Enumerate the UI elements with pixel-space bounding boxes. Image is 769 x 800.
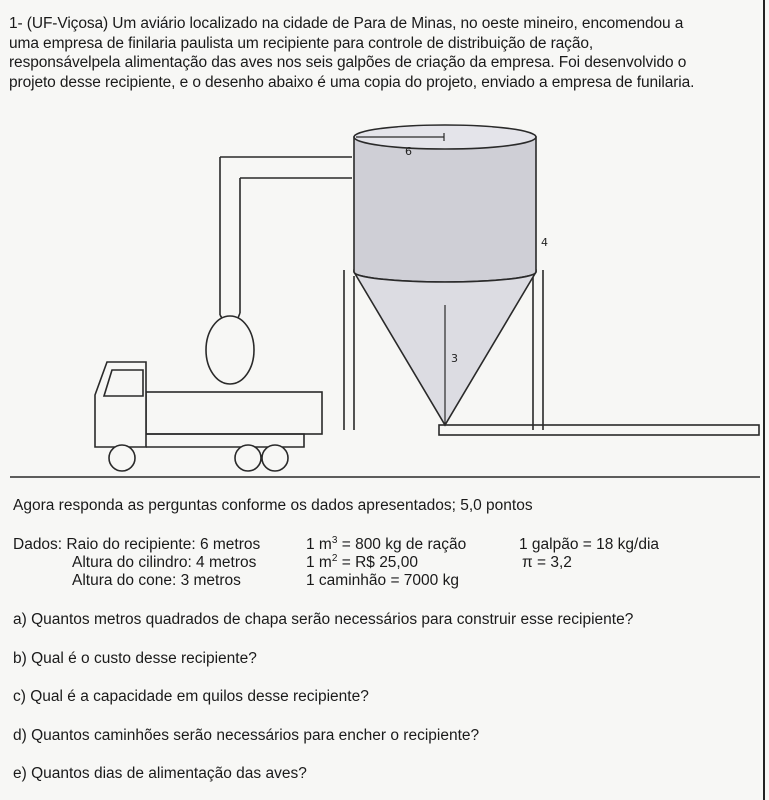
problem-statement: [9, 14, 759, 92]
dados-area-cost: 1 $m^2$ = R$ 25,00: [306, 552, 418, 571]
intro-line-3: responsávelpela alimentação das aves nos seis galpões de criação da empresa. Foi desenvolvido o: [9, 54, 687, 71]
question-b: b) Qual é o custo desse recipiente?: [13, 650, 257, 667]
dados-galpao: 1 galpão = 18 kg/dia: [519, 536, 660, 553]
question-c: c) Qual é a capacidade em quilos desse recipiente?: [13, 688, 369, 705]
truck-bed: [146, 392, 322, 434]
intro-line-2: uma empresa de finilaria paulista um recipiente para controle de distribuição de ração,: [9, 34, 594, 52]
question-d: d) Quantos caminhões serão necessários para encher o recipiente?: [13, 727, 480, 744]
dados-volume-conversion: 1 $m^3 = 800$ kg de ração: [306, 534, 467, 553]
dados-col-1: [13, 536, 260, 590]
intro-line-4: projeto desse recipiente, e o desenho abaixo é uma copia do projeto, enviado a empresa de funilaria.: [9, 73, 695, 91]
dados-cone-height: Altura do cone: 3 metros: [72, 572, 241, 589]
cylinder-height-label: 4: [541, 236, 548, 249]
dados-cylinder-height: Altura do cilindro: 4 metros: [72, 554, 257, 571]
dados-truck-capacity: 1 caminhão = 7000 kg: [306, 572, 459, 589]
silo-diagram: [0, 100, 765, 485]
instructions: Agora responda as perguntas conforme os dados apresentados; 5,0 pontos: [13, 497, 533, 514]
tank: [354, 125, 536, 425]
radius-label: 6: [405, 145, 412, 158]
rear-wheel-2: [262, 445, 288, 471]
cone-height-label: 3: [451, 352, 458, 365]
feed-pipe: [220, 157, 352, 315]
dados-col-2: [306, 536, 466, 590]
feed-bulb: [206, 316, 254, 384]
intro-line-1: 1- (UF-Viçosa) Um aviário localizado na cidade de Para de Minas, no oeste mineiro, encomendou a: [9, 15, 684, 32]
conveyor: [439, 425, 759, 435]
dados-pi: π = 3,2: [522, 554, 572, 571]
rear-wheel-1: [235, 445, 261, 471]
front-wheel: [109, 445, 135, 471]
truck: [95, 313, 322, 471]
dados-col-3: [519, 536, 659, 572]
dados-radius: Dados: Raio do recipiente: 6 metros: [13, 536, 261, 553]
question-e: e) Quantos dias de alimentação das aves?: [13, 765, 307, 782]
question-a: a) Quantos metros quadrados de chapa serão necessários para construir esse recipiente?: [13, 611, 634, 628]
truck-cab: [95, 362, 146, 447]
